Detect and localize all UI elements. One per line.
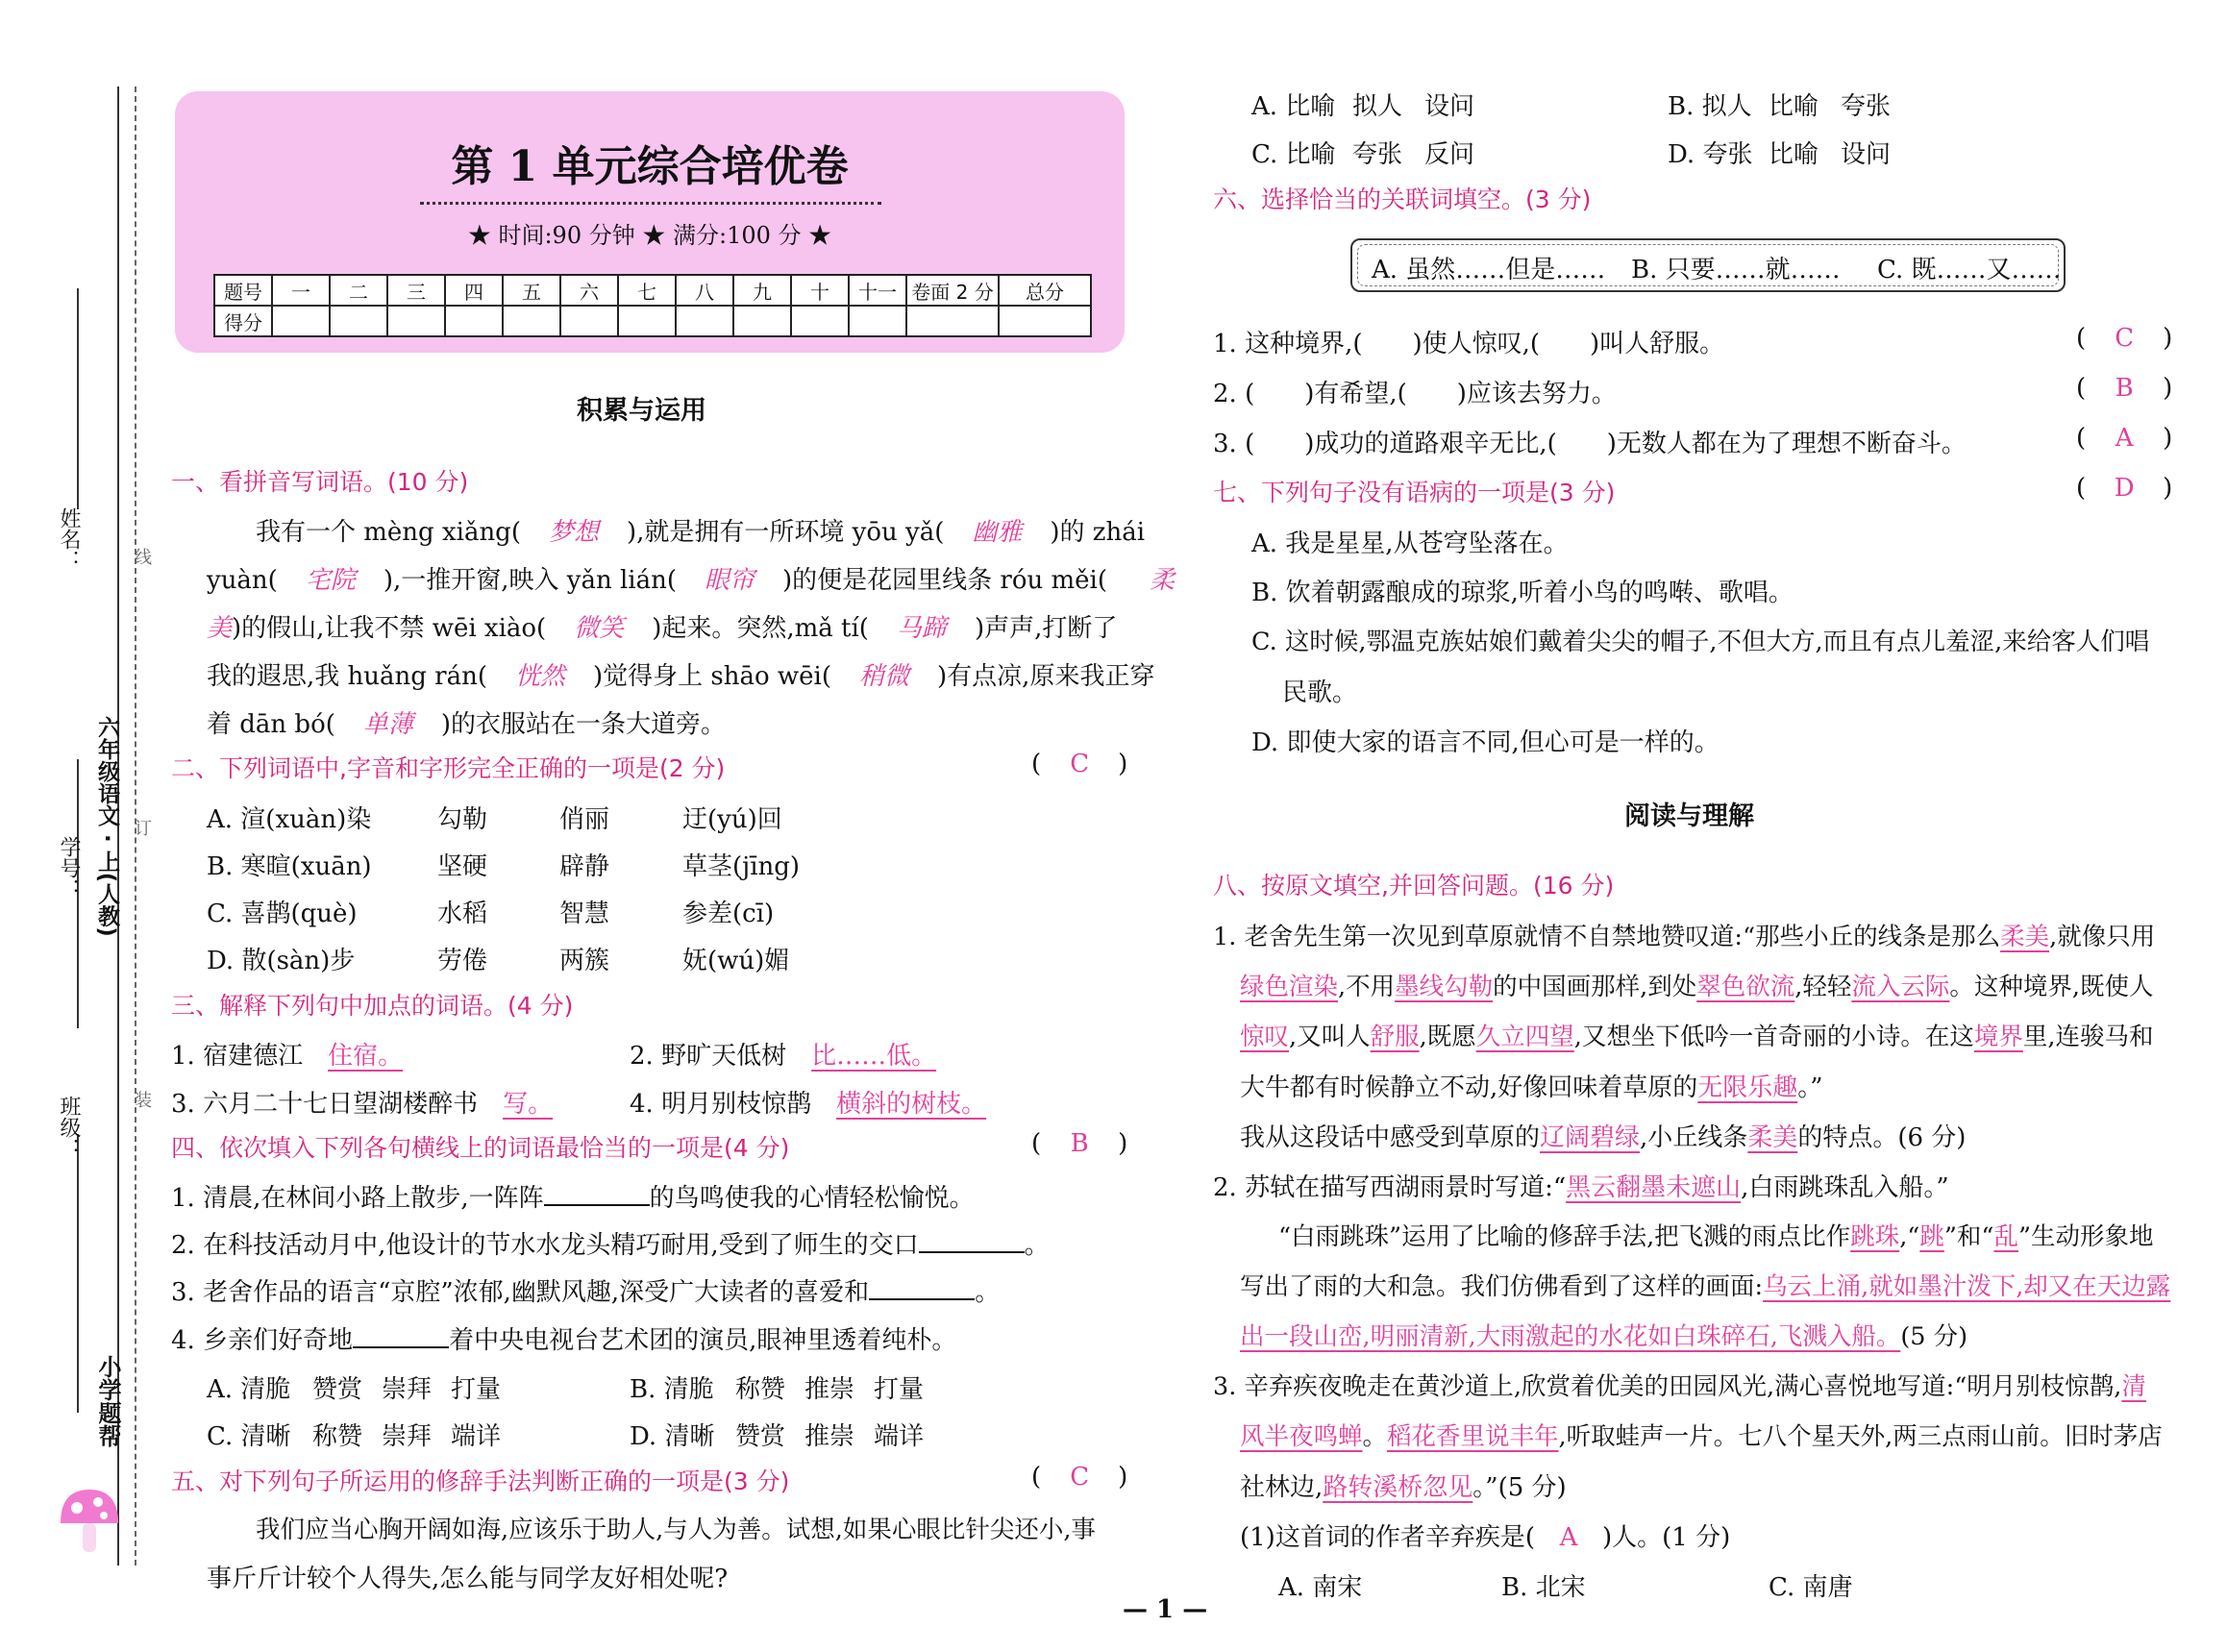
q5-option-word: 比喻	[1769, 140, 1819, 169]
q7-option-c-line1: C. 这时候,鄂温克族姑娘们戴着尖尖的帽子,不但大方,而且有点儿羞涩,来给客人们唱	[1251, 628, 2150, 656]
q4-sentence-2: 2. 在科技活动月中,他设计的节水水龙头精巧耐用,受到了师生的交口 。	[171, 1231, 1050, 1260]
q1-heading: 一、看拼音写词语。(10 分)	[171, 468, 469, 496]
q8-fill: 久立四望	[1475, 1023, 1574, 1051]
q8-p2-line1: 2. 苏轼在描写西湖雨景时写道:“黑云翻墨未遮山,白雨跳珠乱入船。”	[1213, 1173, 1949, 1202]
score-input-row	[214, 306, 1091, 336]
q7-answer-bracket: ( D )	[2076, 474, 2173, 503]
brand-label: 小学题帮	[94, 1355, 121, 1447]
q1-answer-3: 宅院	[305, 566, 356, 595]
q3-answer-3: 写。	[503, 1090, 554, 1119]
q4-option-word: A. 清脆	[207, 1375, 291, 1404]
q2-option-cell: C. 喜鹊(què)	[207, 900, 358, 928]
q8-fill: 无限乐趣	[1697, 1073, 1798, 1102]
q6-sentence-1: 1. 这种境界,( )使人惊叹,( )叫人舒服。	[1213, 330, 1725, 358]
q5-option-word: A. 比喻	[1251, 92, 1336, 121]
blank-line	[869, 1277, 975, 1300]
q2-option-cell: 两簇	[559, 947, 610, 975]
q5-option-word: 夸张	[1352, 140, 1403, 169]
q1-answer-9: 稍微	[859, 662, 910, 691]
score-table-header-cell: 一	[272, 275, 330, 306]
name-underline	[77, 288, 79, 509]
score-cell[interactable]	[618, 306, 676, 336]
q4-option-word: 赞赏	[735, 1422, 786, 1451]
q8-fill: 舒服	[1370, 1023, 1420, 1051]
q8-fill: 路转溪桥忽见	[1323, 1473, 1473, 1502]
score-cell[interactable]	[791, 306, 849, 336]
score-cell[interactable]	[330, 306, 387, 336]
q8-fill: 稻花香里说丰年	[1387, 1422, 1559, 1451]
q8-p1-line2: 绿色渲染,不用墨线勾勒的中国画那样,到处翠色欲流,轻轻流入云际。这种境界,既使人	[1240, 973, 2154, 1001]
q2-answer: C	[1070, 750, 1090, 778]
q4-option-word: 推崇	[804, 1375, 855, 1404]
q4-option-word: 端详	[451, 1422, 502, 1451]
q4-option-word: 赞赏	[312, 1375, 363, 1404]
q1-answer-5b: 美	[207, 614, 233, 643]
score-table-header-cell: 四	[445, 275, 503, 306]
q4-answer-bracket: ( B )	[1031, 1129, 1128, 1158]
q1-line2: yuàn( 宅院 ),一推开窗,映入 yǎn lián( 眼帘 )的便是花园里线条 róu měi( 柔	[207, 560, 1175, 596]
blank-line	[544, 1183, 650, 1206]
q8-p2-line3: 写出了雨的大和急。我们仿佛看到了这样的画面:乌云上涌,就如墨汁泼下,却又在天边露	[1240, 1272, 2171, 1301]
q1-line1: 我有一个 mèng xiǎng( 梦想 ),就是拥有一所环境 yōu yǎ( 幽雅 )的 zhái	[256, 512, 1145, 548]
q4-sentence-4: 4. 乡亲们好奇地 着中央电视台艺术团的演员,眼神里透着纯朴。	[171, 1326, 957, 1355]
q2-option-cell: 俏丽	[559, 805, 610, 834]
q1-answer-8: 恍然	[514, 662, 565, 691]
q8-fill: 风半夜鸣蝉	[1240, 1422, 1363, 1451]
q6-heading: 六、选择恰当的关联词填空。(3 分)	[1213, 185, 1592, 213]
q4-option-word: 打量	[874, 1375, 925, 1404]
q2-option-cell: B. 寒暄(xuān)	[207, 852, 372, 881]
q8-p3-line1: 3. 辛弃疾夜晚走在黄沙道上,欣赏着优美的田园风光,满心喜悦地写道:“明月别枝惊鹊,清	[1213, 1372, 2146, 1401]
mushroom-logo-icon	[56, 1485, 123, 1568]
score-table-header-cell: 八	[676, 275, 733, 306]
q8-sub1-answer: A	[1559, 1523, 1578, 1552]
q4-sentence-1: 1. 清晨,在林间小路上散步,一阵阵 的鸟鸣使我的心情轻松愉悦。	[171, 1184, 975, 1213]
q7-option-b: B. 饮着朝露酿成的琼浆,听着小鸟的鸣啭、歌唱。	[1251, 579, 1794, 607]
q2-option-cell: 迂(yú)回	[682, 805, 782, 834]
blank-line	[919, 1230, 1025, 1253]
q7-option-c-line2: 民歌。	[1282, 678, 1358, 707]
q1-answer-6: 微笑	[574, 614, 625, 643]
q4-sentence-3: 3. 老舍作品的语言“京腔”浓郁,幽默风趣,深受广大读者的喜爱和 。	[171, 1278, 1001, 1307]
page-title: 第 1 单元综合培优卷	[451, 142, 849, 191]
title-divider	[420, 202, 881, 205]
score-table-header-cell: 总分	[999, 275, 1091, 306]
q8-fill: 境界	[1973, 1023, 2023, 1051]
q8-fill: 柔美	[2000, 923, 2050, 951]
q8-p3-line3: 社林边,路转溪桥忽见。”(5 分)	[1240, 1473, 1567, 1502]
exam-info: ★ 时间:90 分钟 ★ 满分:100 分 ★	[467, 222, 832, 249]
q2-option-cell: 参差(cī)	[682, 900, 775, 928]
cut-ding-label: 订	[132, 819, 152, 836]
score-table-header-cell: 二	[330, 275, 387, 306]
q1-answer-1: 梦想	[548, 518, 599, 547]
q8-fill: 黑云翻墨未遮山	[1566, 1173, 1742, 1202]
score-cell[interactable]	[676, 306, 733, 336]
score-table-header-cell: 十一	[849, 275, 906, 306]
word-box-option-b: B. 只要……就……	[1631, 256, 1841, 284]
q8-p1-line5: 我从这段话中感受到草原的辽阔碧绿,小丘线条柔美的特点。(6 分)	[1240, 1123, 1967, 1152]
q8-p2-line2: “白雨跳珠”运用了比喻的修辞手法,把飞溅的雨点比作跳珠,“跳”和“乱”生动形象地	[1278, 1222, 2154, 1251]
q8-p1-line3: 惊叹,又叫人舒服,既愿久立四望,又想坐下低吟一首奇丽的小诗。在这境界里,连骏马和	[1240, 1023, 2154, 1051]
q1-line4: 我的遐思,我 huǎng rán( 恍然 )觉得身上 shāo wēi( 稍微 )有点凉,原来我正穿	[207, 656, 1154, 692]
q2-option-cell: 劳倦	[437, 947, 488, 975]
q8-p3-line2: 风半夜鸣蝉。稻花香里说丰年,听取蛙声一片。七八个星天外,两三点雨山前。旧时茅店	[1240, 1422, 2163, 1451]
q8-p2-line4: 出一段山峦,明丽清新,大雨激起的水花如白珠碎石,飞溅入船。(5 分)	[1240, 1322, 1968, 1351]
word-box-option-c: C. 既……又……	[1877, 256, 2062, 284]
q3-item-1: 1. 宿建德江 住宿。	[171, 1042, 404, 1071]
q8-sub1: (1)这首词的作者辛弃疾是( A )人。(1 分)	[1240, 1523, 1731, 1552]
q7-heading: 七、下列句子没有语病的一项是(3 分)	[1213, 479, 1616, 506]
q5-option-word: 反问	[1424, 140, 1475, 169]
score-table-header-cell: 五	[503, 275, 560, 306]
q4-answer: B	[1070, 1129, 1089, 1158]
q3-answer-4: 横斜的树枝。	[836, 1090, 987, 1119]
class-label: 班级：	[57, 1096, 81, 1159]
q6-answer-bracket-1: ( C )	[2076, 324, 2173, 353]
q3-item-2: 2. 野旷天低树 比……低。	[630, 1042, 937, 1071]
q2-option-cell: 妩(wú)媚	[682, 947, 790, 975]
q6-answer-2: B	[2115, 374, 2134, 403]
q5-heading: 五、对下列句子所运用的修辞手法判断正确的一项是(3 分)	[171, 1467, 790, 1495]
q5-answer: C	[1070, 1463, 1090, 1492]
score-table	[213, 274, 1092, 337]
q8-fill: 辽阔碧绿	[1540, 1123, 1641, 1152]
q4-option-word: 称赞	[735, 1375, 786, 1404]
q5-option-word: 比喻	[1769, 92, 1819, 121]
q4-option-word: 推崇	[804, 1422, 855, 1451]
cut-line-label: 线	[132, 548, 152, 565]
q5-answer-bracket: ( C )	[1031, 1463, 1128, 1492]
q8-fill: 出一段山峦,明丽清新,大雨激起的水花如白珠碎石,飞溅入船。	[1240, 1322, 1901, 1351]
q8-p1-line4: 大牛都有时候静立不动,好像回味着草原的无限乐趣。”	[1240, 1073, 1823, 1102]
q2-option-cell: 草茎(jīng)	[682, 852, 801, 881]
q1-answer-2: 幽雅	[972, 518, 1023, 547]
word-box-option-a: A. 虽然……但是……	[1372, 256, 1606, 284]
conjunction-word-box	[1350, 238, 2066, 292]
q7-answer: D	[2114, 474, 2135, 503]
q8-fill: 流入云际	[1851, 973, 1950, 1001]
score-table-header-cell: 卷面 2 分	[906, 275, 999, 306]
q5-option-word: 设问	[1841, 140, 1892, 169]
q5-option-word: B. 拟人	[1668, 92, 1752, 121]
q2-option-cell: 水稻	[437, 900, 488, 928]
q8-sub1-option-b: B. 北宋	[1501, 1573, 1586, 1602]
score-table-header-cell: 十	[791, 275, 849, 306]
q8-fill: 跳珠	[1850, 1222, 1900, 1251]
q4-option-word: D. 清晰	[630, 1422, 715, 1451]
q1-answer-10: 单薄	[362, 710, 413, 739]
score-cell[interactable]	[387, 306, 445, 336]
q5-text-line-2: 事斤斤计较个人得失,怎么能与同学友好相处呢?	[207, 1565, 729, 1593]
q4-option-word: 称赞	[312, 1422, 363, 1451]
q6-answer-bracket-3: ( A )	[2076, 424, 2173, 453]
q8-fill: 跳	[1919, 1222, 1944, 1251]
q4-option-word: 崇拜	[382, 1422, 433, 1451]
q1-line3: 美)的假山,让我不禁 wēi xiào( 微笑 )起来。突然,mǎ tí( 马蹄 )声声,打断了	[207, 608, 1117, 644]
score-table-header-cell: 三	[387, 275, 445, 306]
q8-sub1-option-a: A. 南宋	[1278, 1573, 1363, 1602]
q4-heading: 四、依次填入下列各句横线上的词语最恰当的一项是(4 分)	[171, 1134, 790, 1162]
q1-line5: 着 dān bó( 单薄 )的衣服站在一条大道旁。	[207, 704, 726, 740]
score-cell[interactable]	[733, 306, 791, 336]
score-row-label: 得分	[214, 306, 272, 336]
q1-answer-7: 马蹄	[896, 614, 947, 643]
q8-fill: 绿色渲染	[1240, 973, 1339, 1001]
q7-option-d: D. 即使大家的语言不同,但心可是一样的。	[1251, 728, 1720, 757]
q1-answer-4: 眼帘	[704, 566, 755, 595]
score-cell[interactable]	[272, 306, 330, 336]
q2-option-cell: D. 散(sàn)步	[207, 947, 356, 975]
score-header-row	[214, 275, 1091, 306]
q8-p1-line1: 1. 老舍先生第一次见到草原就情不自禁地赞叹道:“那些小丘的线条是那么柔美,就像只用	[1213, 923, 2156, 951]
score-cell[interactable]	[849, 306, 906, 336]
id-label: 学号：	[57, 836, 81, 900]
score-table-header-cell: 题号	[214, 275, 272, 306]
score-cell[interactable]	[999, 306, 1091, 336]
q3-answer-1: 住宿。	[328, 1042, 404, 1071]
q2-option-cell: 智慧	[559, 900, 610, 928]
score-cell[interactable]	[560, 306, 618, 336]
q1-answer-5a: 柔	[1150, 566, 1175, 595]
q8-fill: 乱	[1993, 1222, 2018, 1251]
q2-option-cell: A. 渲(xuàn)染	[207, 805, 372, 834]
q6-sentence-2: 2. ( )有希望,( )应该去努力。	[1213, 380, 1617, 408]
q6-answer-bracket-2: ( B )	[2076, 374, 2173, 403]
q2-answer-bracket: ( C )	[1031, 750, 1128, 778]
name-label: 姓名：	[57, 507, 81, 571]
q5-option-word: 夸张	[1841, 92, 1892, 121]
q3-answer-2: 比……低。	[811, 1042, 937, 1071]
q5-option-word: D. 夸张	[1668, 140, 1753, 169]
grade-label: 六年级语文 · 上(人教)	[94, 716, 119, 937]
q8-fill: 翠色欲流	[1696, 973, 1795, 1001]
q3-heading: 三、解释下列句中加点的词语。(4 分)	[171, 992, 574, 1020]
score-cell[interactable]	[503, 306, 560, 336]
q8-fill: 柔美	[1747, 1123, 1798, 1152]
score-table-header-cell: 七	[618, 275, 676, 306]
class-underline	[77, 1134, 79, 1413]
section-title-reading: 阅读与理解	[1624, 801, 1754, 831]
q8-fill: 墨线勾勒	[1395, 973, 1494, 1001]
q3-item-3: 3. 六月二十七日望湖楼醉书 写。	[171, 1090, 554, 1119]
q8-sub1-option-c: C. 南唐	[1769, 1573, 1853, 1602]
page-number: — 1 —	[1123, 1595, 1208, 1624]
section-title-accumulation: 积累与运用	[577, 396, 706, 426]
score-table-header-cell: 六	[560, 275, 618, 306]
q6-sentence-3: 3. ( )成功的道路艰辛无比,( )无数人都在为了理想不断奋斗。	[1213, 430, 1967, 458]
score-cell[interactable]	[445, 306, 503, 336]
q4-option-word: C. 清晰	[207, 1422, 291, 1451]
q8-fill: 乌云上涌,就如墨汁泼下,却又在天边露	[1763, 1272, 2171, 1301]
q2-option-cell: 坚硬	[437, 852, 488, 881]
q5-option-word: C. 比喻	[1251, 140, 1336, 169]
q8-heading: 八、按原文填空,并回答问题。(16 分)	[1213, 872, 1615, 900]
q5-text-line-1: 我们应当心胸开阔如海,应该乐于助人,与人为善。试想,如果心眼比针尖还小,事	[256, 1516, 1096, 1544]
blank-line	[353, 1325, 449, 1348]
q6-answer-1: C	[2115, 324, 2135, 353]
q4-option-word: B. 清脆	[630, 1375, 714, 1404]
q2-option-cell: 辟静	[559, 852, 610, 881]
score-cell[interactable]	[906, 306, 999, 336]
q4-option-word: 打量	[451, 1375, 502, 1404]
q2-option-cell: 勾勒	[437, 805, 488, 834]
q6-answer-3: A	[2115, 424, 2134, 453]
q3-item-4: 4. 明月别枝惊鹊 横斜的树枝。	[630, 1090, 987, 1119]
q5-option-word: 拟人	[1352, 92, 1403, 121]
q8-fill: 惊叹	[1240, 1023, 1290, 1051]
q4-option-word: 崇拜	[382, 1375, 433, 1404]
q8-fill: 清	[2121, 1372, 2146, 1401]
q7-option-a: A. 我是星星,从苍穹坠落在。	[1251, 530, 1569, 558]
title-box	[175, 91, 1125, 353]
score-table-header-cell: 九	[733, 275, 791, 306]
q4-option-word: 端详	[874, 1422, 925, 1451]
cut-zhuang-label: 装	[132, 1091, 152, 1108]
q5-option-word: 设问	[1424, 92, 1475, 121]
q2-heading: 二、下列词语中,字音和字形完全正确的一项是(2 分)	[171, 754, 726, 782]
